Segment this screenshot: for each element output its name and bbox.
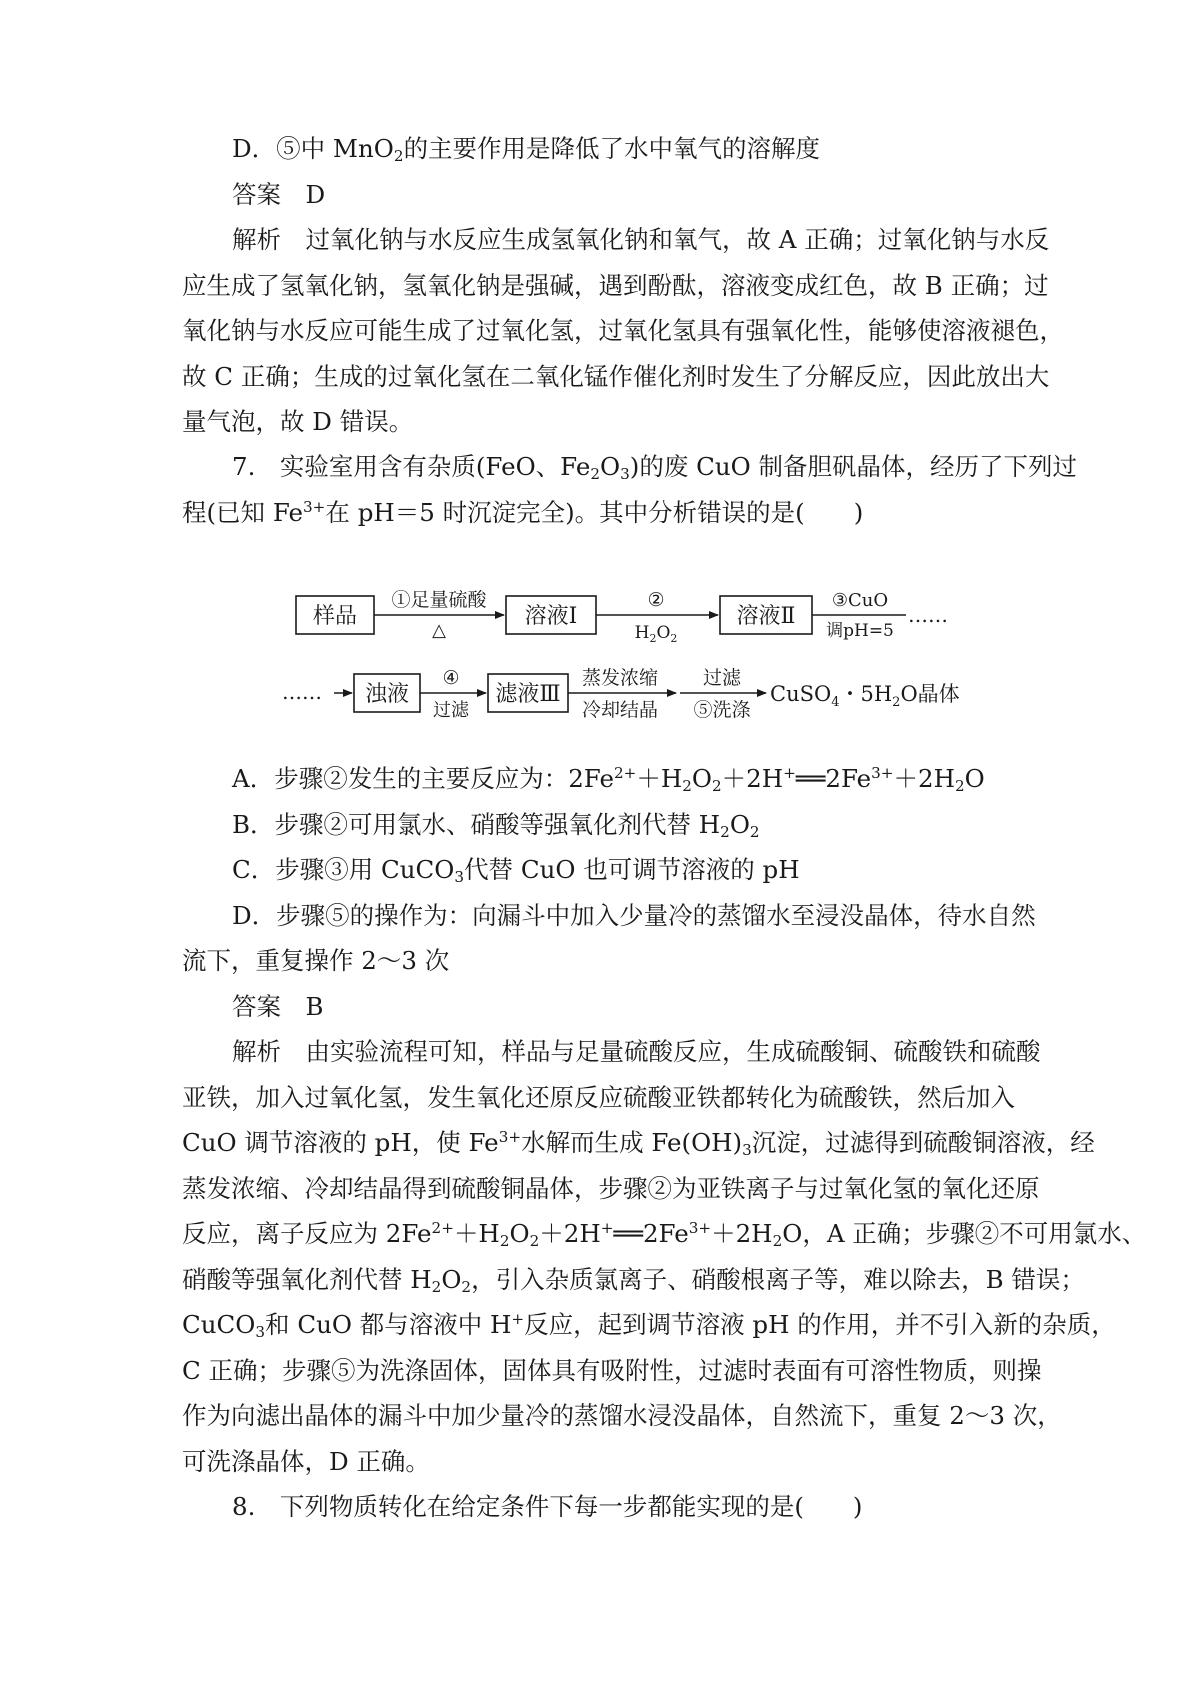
- q7-analysis-line-10: 可洗涤晶体，D 正确。: [182, 1447, 430, 1476]
- evaporate-top-label: 蒸发浓缩: [581, 667, 659, 689]
- q7-analysis-line-1: 解析 由实验流程可知，样品与足量硫酸反应，生成硫酸铜、硫酸铁和硫酸: [232, 1037, 1041, 1066]
- q8-stem: 8. 下列物质转化在给定条件下每一步都能实现的是( ): [232, 1492, 863, 1521]
- q7-option-b: [232, 808, 760, 842]
- text: H: [634, 623, 650, 643]
- step1-top-label: ①足量硫酸: [391, 589, 487, 611]
- box-turbid-liquid-label: 浊液: [364, 682, 410, 707]
- text: C．步骤③用 CuCO: [232, 855, 455, 884]
- text: O: [656, 623, 671, 643]
- subscript: 2: [670, 632, 678, 645]
- step3-bottom-label: 调pH=5: [826, 621, 894, 641]
- q6-analysis-line-1: 解析 过氧化钠与水反应生成氢氧化钠和氧气，故 A 正确；过氧化钠与水反: [232, 225, 1050, 254]
- text: 的主要作用是降低了水中氧气的溶解度: [403, 134, 821, 163]
- subscript: 2: [499, 1231, 510, 1250]
- q6-analysis-line-4: 故 C 正确；生成的过氧化氢在二氧化锰作催化剂时发生了分解反应，因此放出大: [182, 362, 1050, 391]
- q7-analysis-line-5: [182, 1217, 1146, 1251]
- text: ══2Fe: [613, 1219, 689, 1248]
- text: 沉淀，过滤得到硫酸铜溶液，经: [751, 1128, 1095, 1157]
- text: ＋H: [636, 764, 683, 793]
- text: 程(已知 Fe: [182, 498, 304, 527]
- product-label: [770, 682, 960, 710]
- subscript: 4: [831, 695, 840, 710]
- q7-option-a: [232, 762, 985, 796]
- text: 反应，离子反应为 2Fe: [182, 1219, 432, 1248]
- q7-analysis-line-8: C 正确；步骤⑤为洗涤固体，固体具有吸附性，过滤时表面有可溶性物质，则操: [182, 1356, 1042, 1385]
- text: ＋2H: [539, 1219, 601, 1248]
- text: 水解而生成 Fe(OH): [521, 1128, 743, 1157]
- q7-analysis-line-2: 亚铁，加入过氧化氢，发生氧化还原反应硫酸亚铁都转化为硫酸铁，然后加入: [182, 1083, 1015, 1112]
- step5-bottom-label: ⑤洗涤: [693, 699, 751, 721]
- superscript: +: [783, 763, 796, 782]
- q7-analysis-line-3: [182, 1126, 1095, 1160]
- step4-top-label: ④: [442, 667, 460, 689]
- text: O: [691, 764, 712, 793]
- step5-top-label: 过滤: [702, 667, 742, 689]
- q7-option-d-line-1: D．步骤⑤的操作为：向漏斗中加入少量冷的蒸馏水至浸没晶体，待水自然: [232, 901, 1036, 930]
- text: O: [441, 1265, 462, 1294]
- q7-analysis-line-9: 作为向滤出晶体的漏斗中加少量冷的蒸馏水浸没晶体，自然流下，重复 2～3 次，: [182, 1401, 1062, 1430]
- q6-analysis-line-2: 应生成了氢氧化钠，氢氧化钠是强碱，遇到酚酞，溶液变成红色，故 B 正确；过: [182, 271, 1049, 300]
- ellipsis-row-2: ……: [282, 680, 322, 704]
- text: ＋2H: [711, 1219, 773, 1248]
- q7-answer: 答案 B: [232, 992, 324, 1021]
- step3-top-label: ③CuO: [831, 590, 889, 611]
- superscript: 3+: [498, 1127, 522, 1146]
- superscript: 3+: [871, 763, 894, 782]
- subscript: 2: [590, 464, 601, 483]
- box-filtrate-3-label: 滤液Ⅲ: [495, 682, 561, 707]
- subscript: 2: [892, 695, 901, 710]
- step2-bottom-label: [635, 623, 678, 645]
- text: ＋2H: [721, 764, 784, 793]
- subscript: 2: [431, 1277, 442, 1296]
- text: ・5H: [839, 682, 893, 706]
- text: ＋H: [453, 1219, 500, 1248]
- text: 反应，起到调节溶液 pH 的作用，并不引入新的杂质，: [524, 1310, 1116, 1339]
- q7-analysis-line-4: 蒸发浓缩、冷却结晶得到硫酸铜晶体，步骤②为亚铁离子与过氧化氢的氧化还原: [182, 1174, 1040, 1203]
- q6-analysis-line-5: 量气泡，故 D 错误。: [182, 407, 414, 436]
- q6-option-d: [232, 132, 820, 166]
- box-solution-2: [720, 596, 812, 634]
- text: CuSO: [770, 682, 832, 706]
- text: 在 pH＝5 时沉淀完全)。其中分析错误的是( ): [325, 498, 864, 527]
- text: 和 CuO 都与溶液中 H: [265, 1310, 512, 1339]
- q7-analysis-line-7: [182, 1308, 1116, 1342]
- subscript: 2: [649, 632, 657, 645]
- box-solution-1-label: 溶液Ⅰ: [524, 604, 578, 629]
- box-solution-1: [506, 596, 596, 634]
- subscript: 2: [393, 146, 404, 165]
- superscript: 3+: [688, 1218, 712, 1237]
- q7-stem-line-1: [232, 450, 1077, 484]
- subscript: 2: [954, 776, 965, 795]
- superscript: 2+: [431, 1218, 454, 1237]
- box-sample: [296, 596, 374, 634]
- subscript: 2: [720, 822, 730, 841]
- text: 7. 实验室用含有杂质(FeO、Fe: [232, 452, 591, 481]
- text: O: [600, 452, 621, 481]
- subscript: 3: [742, 1140, 752, 1159]
- q6-analysis-line-3: 氧化钠与水反应可能生成了过氧化氢，过氧化氢具有强氧化性，能够使溶液褪色，: [182, 316, 1064, 345]
- subscript: 2: [529, 1231, 540, 1250]
- text: 硝酸等强氧化剂代替 H: [182, 1265, 432, 1294]
- q7-stem-line-2: [182, 496, 863, 530]
- box-sample-label: 样品: [312, 604, 358, 629]
- text: O: [509, 1219, 530, 1248]
- text: O: [729, 810, 750, 839]
- superscript: +: [511, 1309, 525, 1328]
- ellipsis-row-1: ……: [908, 603, 948, 627]
- box-filtrate-3: [488, 674, 568, 712]
- subscript: 3: [620, 464, 630, 483]
- text: ，引入杂质氯离子、硝酸根离子等，难以除去，B 错误；: [471, 1265, 1085, 1294]
- subscript: 2: [749, 822, 760, 841]
- subscript: 2: [772, 1231, 783, 1250]
- subscript: 3: [454, 867, 465, 886]
- text: O晶体: [900, 682, 960, 706]
- text: CuO 调节溶液的 pH，使 Fe: [182, 1128, 499, 1157]
- q7-analysis-line-6: [182, 1263, 1085, 1297]
- text: O: [964, 764, 985, 793]
- step4-bottom-label: 过滤: [433, 700, 469, 721]
- superscript: 2+: [613, 763, 637, 782]
- text: A．步骤②发生的主要反应为：2Fe: [232, 764, 614, 793]
- superscript: +: [600, 1218, 614, 1237]
- text: CuCO: [182, 1310, 256, 1339]
- subscript: 3: [255, 1322, 266, 1341]
- q7-option-c: [232, 853, 800, 887]
- evaporate-bottom-label: 冷却结晶: [581, 699, 659, 721]
- q7-option-d-line-2: 流下，重复操作 2～3 次: [182, 946, 450, 975]
- subscript: 2: [711, 776, 722, 795]
- text: )的废 CuO 制备胆矾晶体，经历了下列过: [629, 452, 1078, 481]
- subscript: 2: [461, 1277, 472, 1296]
- text: B．步骤②可用氯水、硝酸等强氧化剂代替 H: [232, 810, 721, 839]
- text: 代替 CuO 也可调节溶液的 pH: [464, 855, 800, 884]
- text: ══2Fe: [795, 764, 872, 793]
- superscript: 3+: [303, 497, 326, 516]
- step2-top-label: ②: [647, 589, 665, 611]
- box-solution-2-label: 溶液Ⅱ: [736, 604, 796, 629]
- subscript: 2: [682, 776, 692, 795]
- q6-answer: 答案 D: [232, 180, 326, 209]
- step1-bottom-label: △: [432, 620, 446, 641]
- text: D．⑤中 MnO: [232, 134, 394, 163]
- text: O，A 正确；步骤②不可用氯水、: [782, 1219, 1147, 1248]
- box-turbid-liquid: [354, 674, 420, 712]
- text: ＋2H: [893, 764, 955, 793]
